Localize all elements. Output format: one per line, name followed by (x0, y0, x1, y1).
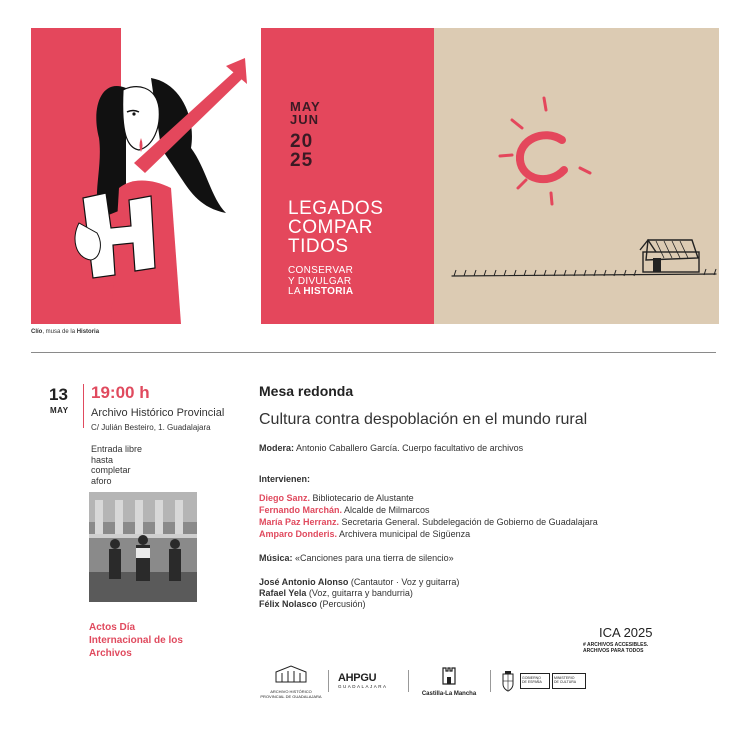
title-line: LEGADOS (288, 198, 384, 219)
musician-name: Félix Nolasco (259, 599, 318, 609)
musician-role: (Voz, guitarra y bandurria) (306, 588, 413, 598)
date-separator (83, 384, 84, 428)
entry-info: Entrada libre hasta completar aforo (91, 444, 143, 486)
event-day: 13 (49, 385, 68, 404)
event-dates (290, 100, 321, 170)
subtitle-bold: HISTORIA (303, 286, 354, 297)
ministerio-logo-line: GOBIERNO (522, 676, 541, 680)
ministerio-logo-line: MINISTERIO (554, 676, 575, 680)
list-item (259, 528, 598, 540)
speaker-name: Amparo Donderis. (259, 529, 338, 539)
ahpgu-logo-text: AHPGU (338, 672, 377, 684)
list-item (259, 516, 598, 528)
caption-text: , musa de la (42, 329, 77, 335)
ministerio-cultura-logo (500, 670, 596, 694)
subtitle-line: CONSERVAR (288, 265, 354, 276)
musician-name: Rafael Yela (259, 588, 307, 598)
ahp-building-icon (258, 664, 324, 684)
event-subtitle: Cultura contra despoblación en el mundo rural (259, 411, 588, 428)
clio-muse-illustration (31, 28, 261, 324)
hashtag-line: ARCHIVOS PARA TODOS (583, 648, 644, 654)
spain-coat-of-arms-icon (500, 670, 516, 692)
ahp-logo-line: PROVINCIAL DE GUADALAJARA (260, 694, 322, 699)
year-part-1: 20 (290, 131, 314, 152)
music-line (259, 553, 454, 563)
moderator-label: Modera: (259, 443, 295, 453)
caption-name: Clío (31, 329, 43, 335)
list-item (259, 492, 598, 504)
ica-hashtag (583, 642, 648, 654)
caption-bold: Historia (76, 329, 100, 335)
month-jun: JUN (290, 112, 320, 127)
landscape-panel (434, 28, 719, 324)
event-venue: Archivo Histórico Provincial (91, 407, 225, 419)
moderator-text: Antonio Caballero García. Cuerpo facultativo de archivos (294, 443, 524, 453)
musician-role: (Percusión) (317, 599, 366, 609)
series-label: Actos Día Internacional de los Archivos (89, 622, 183, 659)
list-item (259, 577, 459, 588)
speaker-role: Archivera municipal de Sigüenza (337, 529, 471, 539)
title-line: TIDOS (288, 236, 349, 257)
ahpgu-logo-sub: GUADALAJARA (338, 684, 388, 689)
speaker-name: María Paz Herranz. (259, 517, 340, 527)
sun-house-illustration (434, 28, 719, 324)
event-time: 19:00 h (91, 383, 150, 402)
speaker-role: Alcalde de Milmarcos (342, 505, 430, 515)
ministerio-logo-line: DE CULTURA (554, 680, 577, 684)
event-address: C/ Julián Besteiro, 1. Guadalajara (91, 423, 211, 432)
subtitle-line: Y DIVULGAR (288, 275, 352, 287)
clm-logo-text: Castilla-La Mancha (421, 691, 477, 697)
title-panel (261, 28, 434, 324)
speakers-label: Intervienen: (259, 474, 311, 484)
title-line: COMPAR (288, 217, 373, 238)
music-title: «Canciones para una tierra de silencio» (292, 553, 454, 563)
speaker-name: Diego Sanz. (259, 493, 311, 503)
event-month: MAY (50, 406, 69, 415)
clm-castle-icon (440, 664, 458, 686)
logo-separator (490, 670, 491, 692)
music-label: Música: (259, 553, 293, 563)
illustration-panel (31, 28, 261, 324)
list-item (259, 504, 598, 516)
year-part-2: 25 (290, 150, 314, 171)
musicians-photo-graphic (89, 492, 197, 602)
ica-title: ICA 2025 (599, 625, 653, 640)
moderator-line (259, 443, 523, 453)
illustration-caption (31, 329, 99, 335)
campaign-title (288, 199, 383, 256)
ahp-logo-line: ARCHIVO HISTÓRICO (270, 689, 312, 694)
speaker-role: Bibliotecario de Alustante (310, 493, 414, 503)
list-item (259, 599, 459, 610)
logo-separator (328, 670, 329, 692)
ahp-guadalajara-logo (258, 664, 324, 700)
section-divider (31, 352, 716, 353)
ahpgu-logo (338, 672, 398, 689)
ministerio-logo-line: DE ESPAÑA (522, 680, 542, 684)
musician-role: (Cantautor · Voz y guitarra) (348, 577, 460, 587)
speaker-role: Secretaria General. Subdelegación de Gobierno de Guadalajara (339, 517, 598, 527)
musicians-list (259, 577, 459, 610)
speakers-list (259, 492, 598, 540)
logo-separator (408, 670, 409, 692)
campaign-subtitle (288, 266, 353, 298)
speaker-name: Fernando Marchán. (259, 505, 343, 515)
event-title: Mesa redonda (259, 383, 354, 399)
castilla-la-mancha-logo (418, 664, 480, 697)
subtitle-prefix: LA (288, 286, 304, 297)
list-item (259, 588, 459, 599)
musicians-photo (89, 492, 197, 602)
musician-name: José Antonio Alonso (259, 577, 349, 587)
hashtag-line: # ARCHIVOS ACCESIBLES. (583, 642, 649, 648)
month-may: MAY (290, 99, 321, 114)
